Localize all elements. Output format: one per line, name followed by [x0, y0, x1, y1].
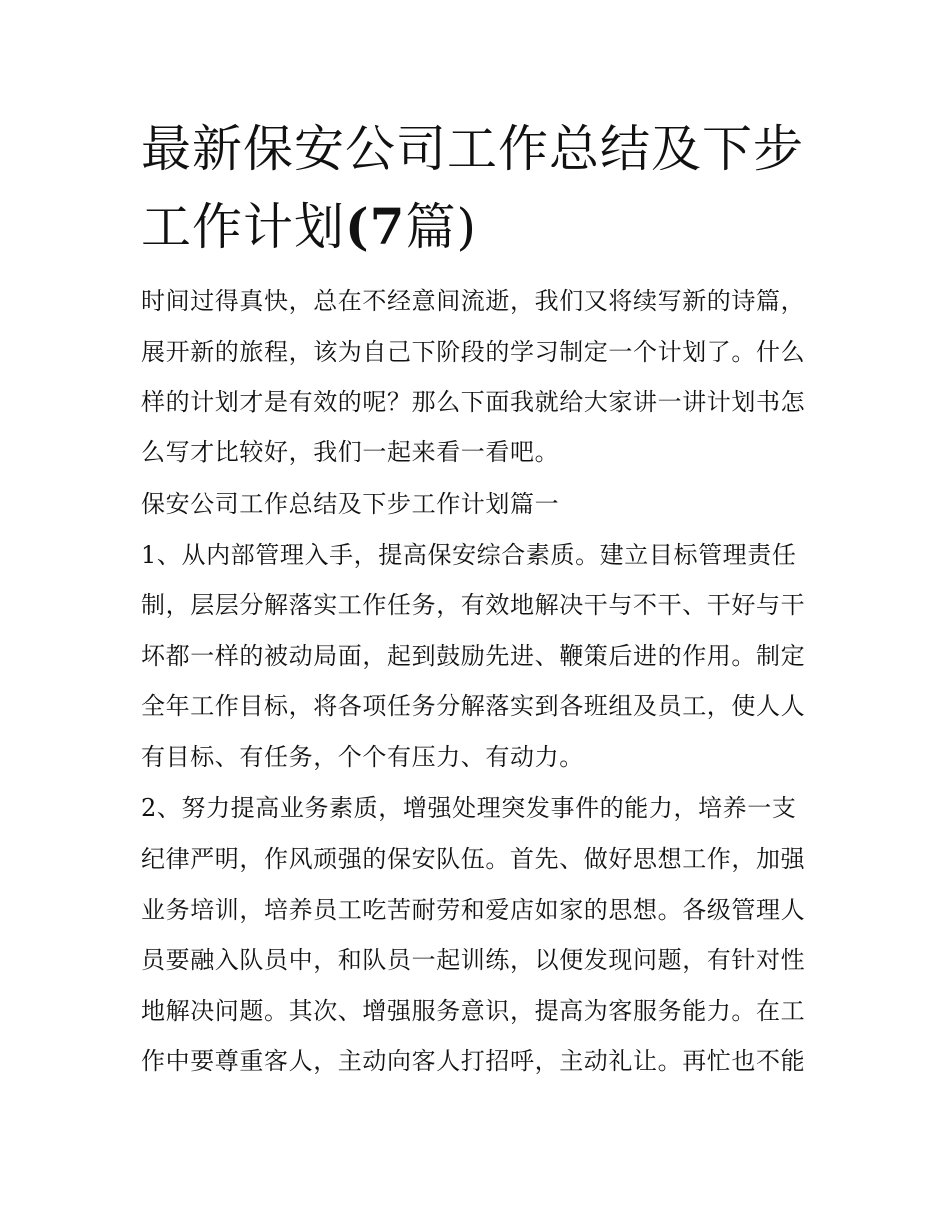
intro-line: 么写才比较好，我们一起来看一看吧。: [141, 438, 560, 466]
item2-line: 作中要尊重客人，主动向客人打招呼，主动礼让。再忙也不能: [141, 1047, 806, 1075]
intro-line: 样的计划才是有效的呢？那么下面我就给大家讲一讲计划书怎: [141, 388, 806, 416]
intro-line: 展开新的旅程，该为自己下阶段的学习制定一个计划了。什么: [141, 338, 806, 366]
item1-line: 1、从内部管理入手，提高保安综合素质。建立目标管理责任: [141, 541, 797, 569]
title-count: (7: [345, 197, 406, 256]
page-title: [141, 110, 821, 266]
item2-line: 业务培训，培养员工吃苦耐劳和爱店如家的思想。各级管理人: [141, 896, 806, 924]
title-line-2: 工作计划: [141, 198, 345, 256]
intro-line: 时间过得真快，总在不经意间流逝，我们又将续写新的诗篇，: [141, 287, 806, 315]
title-line-1: 最新保安公司工作总结及下步: [141, 120, 804, 178]
item2-line: 地解决问题。其次、增强服务意识，提高为客服务能力。在工: [141, 997, 806, 1025]
item2-line: 纪律严明，作风顽强的保安队伍。首先、做好思想工作，加强: [141, 845, 806, 873]
title-count-unit: 篇): [405, 198, 477, 256]
section-heading: 保安公司工作总结及下步工作计划篇一: [141, 490, 560, 518]
item1-line: 制，层层分解落实工作任务，有效地解决干与不干、干好与干: [141, 591, 806, 619]
item1-line: 坏都一样的被动局面，起到鼓励先进、鞭策后进的作用。制定: [141, 642, 806, 670]
item1-line: 有目标、有任务，个个有压力、有动力。: [141, 743, 584, 771]
item2-line: 员要融入队员中，和队员一起训练，以便发现问题，有针对性: [141, 946, 806, 974]
item2-line: 2、努力提高业务素质，增强处理突发事件的能力，培养一支: [141, 794, 797, 822]
item1-line: 全年工作目标，将各项任务分解落实到各班组及员工，使人人: [141, 692, 806, 720]
